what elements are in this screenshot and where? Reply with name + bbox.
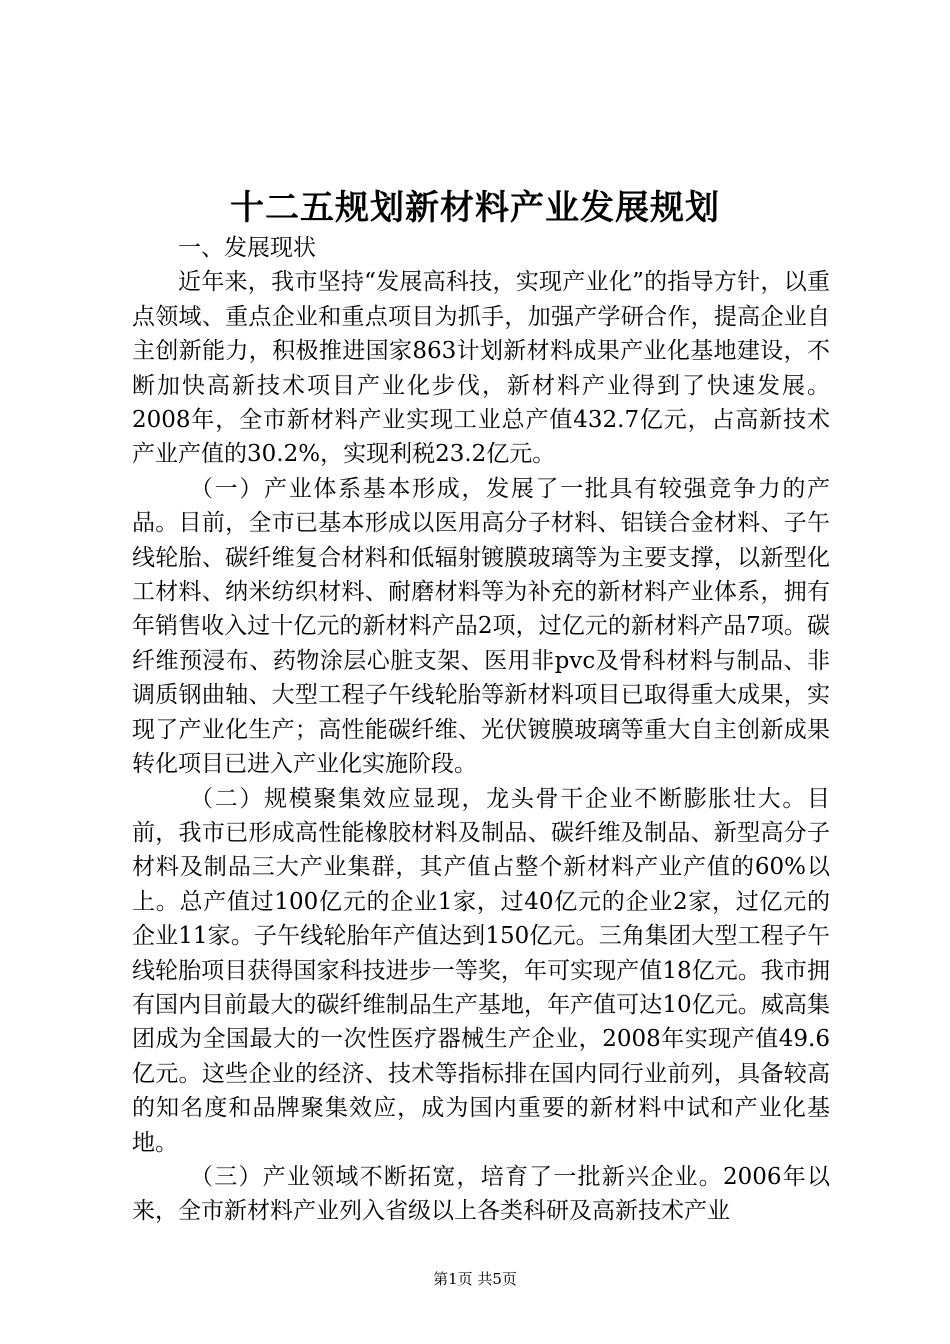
page-footer: 第1页 共5页 bbox=[433, 1270, 517, 1288]
paragraph-industry-system: （一）产业体系基本形成，发展了一批具有较强竞争力的产品。目前，全市已基本形成以医用高分子材料、铝镁合金材料、子午线轮胎、碳纤维复合材料和低辐射镀膜玻璃等为主要支撑，以新型化工材料、纳米纺织材料、耐磨材料等为补充的新材料产业体系，拥有年销售收入过十亿元的新材料产品2项，过亿元的新材料产品7项。碳纤维预浸布、药物涂层心脏支架、医用非pvc及骨科材料与制品、非调质钢曲轴、大型工程子午线轮胎等新材料项目已取得重大成果，实现了产业化生产；高性能碳纤维、光伏镀膜玻璃等重大自主创新成果转化项目已进入产业化实施阶段。 bbox=[132, 475, 830, 778]
section-heading: 一、发展现状 bbox=[178, 235, 316, 261]
paragraph-intro: 近年来，我市坚持“发展高科技，实现产业化”的指导方针，以重点领域、重点企业和重点项目为抓手，加强产学研合作，提高企业自主创新能力，积极推进国家863计划新材料成果产业化基地建设，不断加快高新技术项目产业化步伐，新材料产业得到了快速发展。2008年，全市新材料产业实现工业总产值432.7亿元，占高新技术产业产值的30.2%，实现利税23.2亿元。 bbox=[132, 269, 830, 468]
document-title: 十二五规划新材料产业发展规划 bbox=[230, 188, 720, 228]
paragraph-scale-clustering: （二）规模聚集效应显现，龙头骨干企业不断膨胀壮大。目前，我市已形成高性能橡胶材料及制品、碳纤维及制品、新型高分子材料及制品三大产业集群，其产值占整个新材料产业产值的60%以上。总产值过100亿元的企业1家，过40亿元的企业2家，过亿元的企业11家。子午线轮胎年产值达到150亿元。三角集团大型工程子午线轮胎项目获得国家科技进步一等奖，年可实现产值18亿元。我市拥有国内目前最大的碳纤维制品生产基地，年产值可达10亿元。威高集团成为全国最大的一次性医疗器械生产企业，2008年实现产值49.6亿元。这些企业的经济、技术等指标排在国内同行业前列，具备较高的知名度和品牌聚集效应，成为国内重要的新材料中试和产业化基地。 bbox=[132, 785, 830, 1156]
document-body bbox=[132, 231, 830, 1229]
paragraph-expanding-fields: （三）产业领域不断拓宽，培育了一批新兴企业。2006年以来，全市新材料产业列入省级以上各类科研及高新技术产业 bbox=[132, 1163, 830, 1225]
